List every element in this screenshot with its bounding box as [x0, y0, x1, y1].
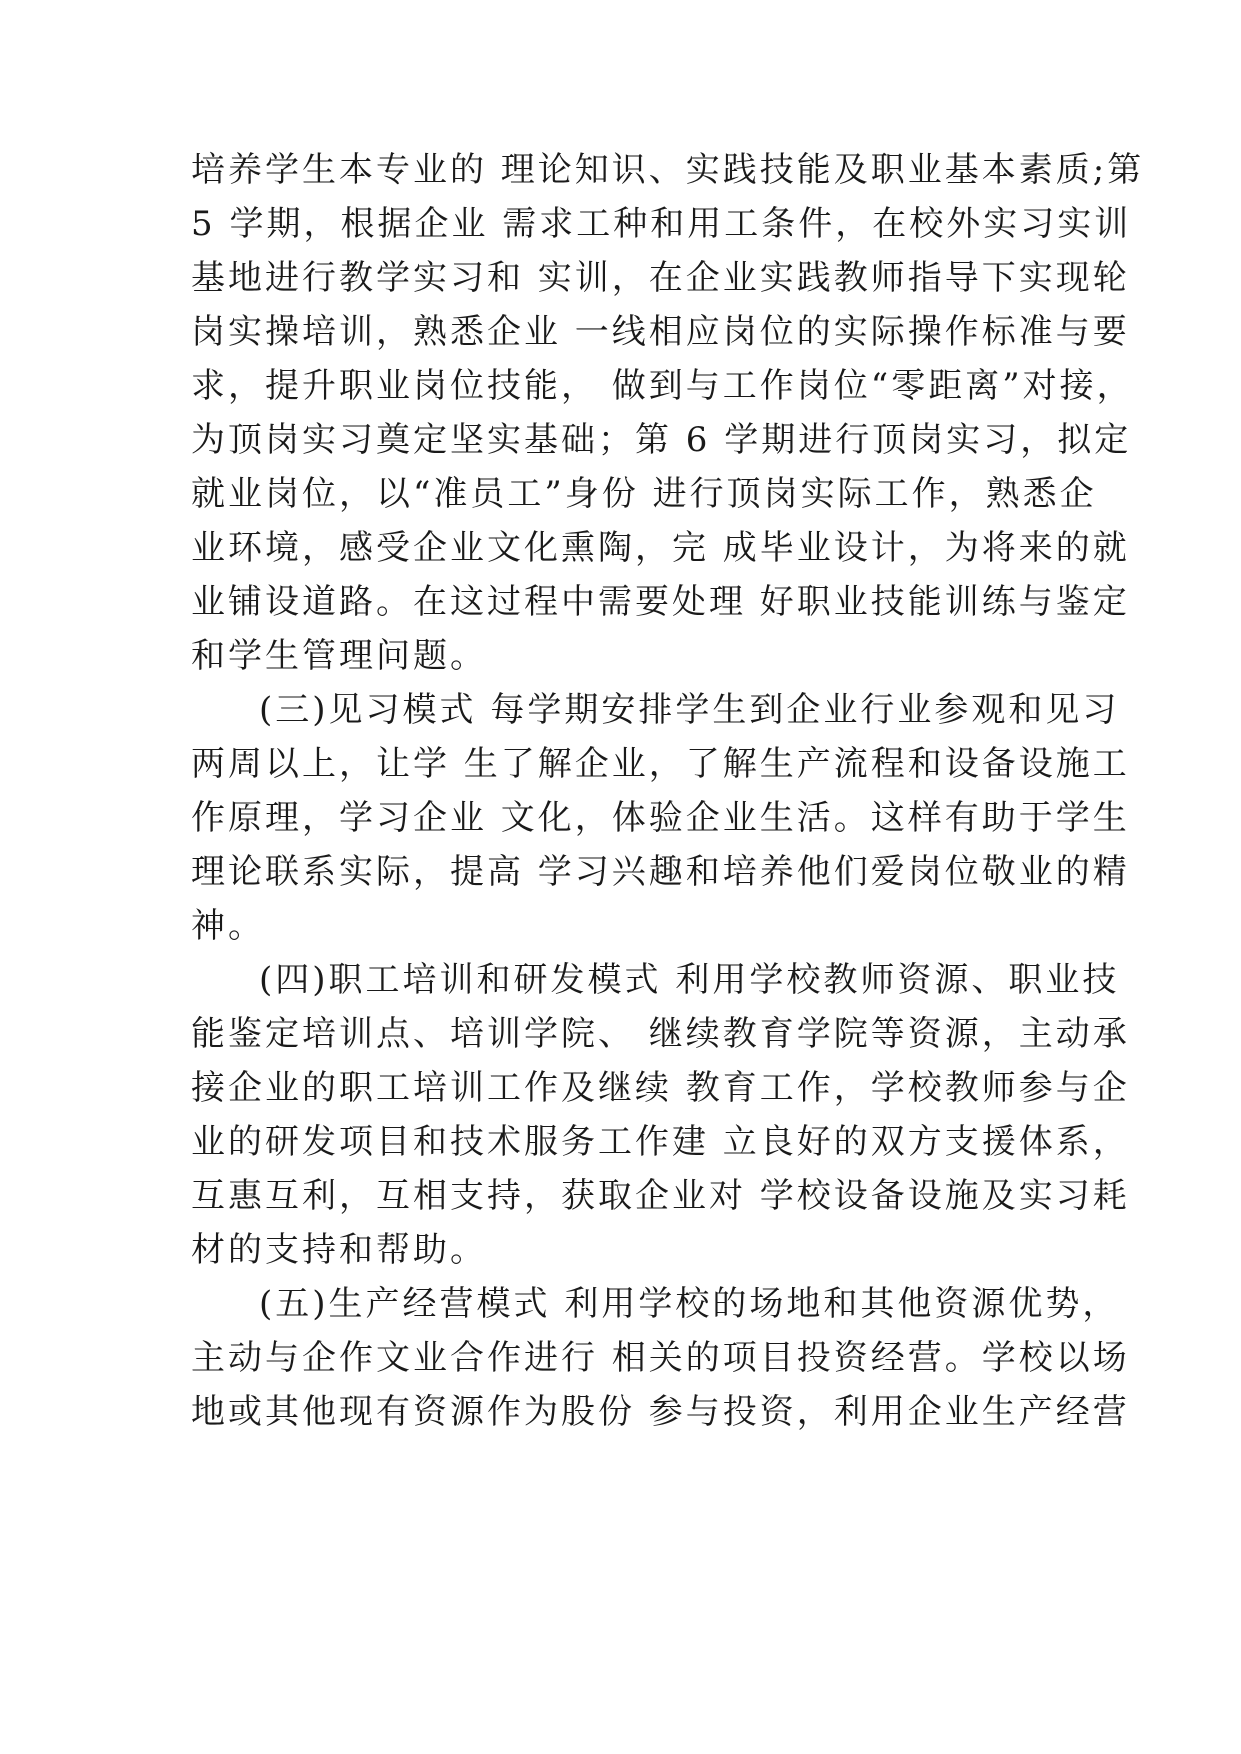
- text-line: 地或其他现有资源作为股份 参与投资，利用企业生产经营: [191, 1392, 1130, 1432]
- text-line: 就业岗位，以“准员工”身份 进行顶岗实际工作，熟悉企: [191, 474, 1097, 514]
- text-line: 能鉴定培训点、培训学院、 继续教育学院等资源，主动承: [191, 1014, 1130, 1054]
- text-line: 业铺设道路。在这过程中需要处理 好职业技能训练与鉴定: [191, 582, 1130, 622]
- text-line: 神。: [191, 906, 265, 946]
- section-heading-line: (五)生产经营模式 利用学校的场地和其他资源优势，: [259, 1284, 1120, 1324]
- text-line: 材的支持和帮助。: [191, 1230, 487, 1270]
- text-line: 基地进行教学实习和 实训，在企业实践教师指导下实现轮: [191, 258, 1130, 298]
- text-line: 和学生管理问题。: [191, 636, 487, 676]
- section-heading-line: (三)见习模式 每学期安排学生到企业行业参观和见习: [259, 690, 1120, 730]
- text-line: 培养学生本专业的 理论知识、实践技能及职业基本素质;第: [191, 150, 1145, 190]
- section-heading-line: (四)职工培训和研发模式 利用学校教师资源、职业技: [259, 960, 1120, 1000]
- text-line: 业的研发项目和技术服务工作建 立良好的双方支援体系，: [191, 1122, 1130, 1162]
- text-line: 岗实操培训，熟悉企业 一线相应岗位的实际操作标准与要: [191, 312, 1130, 352]
- text-line: 求，提升职业岗位技能， 做到与工作岗位“零距离”对接，: [191, 366, 1134, 406]
- text-line: 接企业的职工培训工作及继续 教育工作，学校教师参与企: [191, 1068, 1130, 1108]
- text-line: 理论联系实际，提高 学习兴趣和培养他们爱岗位敬业的精: [191, 852, 1130, 892]
- text-line: 两周以上，让学 生了解企业，了解生产流程和设备设施工: [191, 744, 1130, 784]
- text-line: 作原理，学习企业 文化，体验企业生活。这样有助于学生: [191, 798, 1130, 838]
- text-line: 为顶岗实习奠定坚实基础；第 6 学期进行顶岗实习，拟定: [191, 420, 1132, 460]
- text-line: 主动与企作文业合作进行 相关的项目投资经营。学校以场: [191, 1338, 1130, 1378]
- text-line: 互惠互利，互相支持，获取企业对 学校设备设施及实习耗: [191, 1176, 1130, 1216]
- text-line: 业环境，感受企业文化熏陶，完 成毕业设计，为将来的就: [191, 528, 1130, 568]
- document-body: [191, 143, 1145, 1439]
- text-line: 5 学期，根据企业 需求工种和用工条件，在校外实习实训: [191, 204, 1132, 244]
